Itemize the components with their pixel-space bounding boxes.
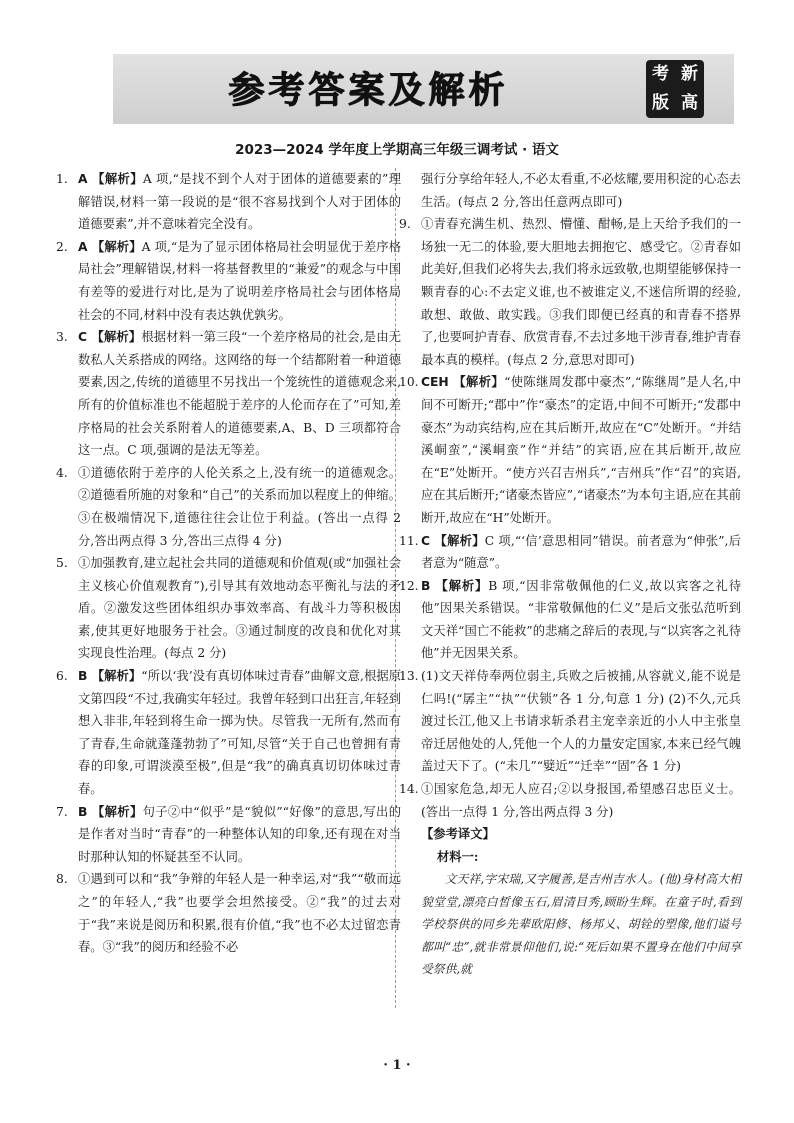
answer-tag: A 【解析】 [78, 239, 142, 254]
item-number: 2. [56, 239, 68, 254]
answer-text: 根据材料一第三段“一个差序格局的社会,是由无数私人关系搭成的网络。这网络的每一个结都附着一种道德要素,因之,传统的道德里不另找出一个笼统性的道德观念来,所有的价值标准也不能超脱于差序的人伦而存在了”可知,差序格局的社会关系附着人的道德要素,A、B、D 三项都符合这一点。C 项,强调的是法无等差。 [78, 330, 401, 458]
answer-item [56, 801, 401, 869]
badge-char: 新 [681, 64, 698, 84]
answer-text: ①加强教育,建立起社会共同的道德观和价值观(或“加强社会主义核心价值观教育”),引导其有效地动态平衡礼与法的矛盾。②激发这些团体组织办事效率高、有战斗力等积极因素,使其更好地服务于社会。③通过制度的改良和优化对其实现良性治理。(每点 2 分) [78, 556, 401, 661]
item-number [399, 168, 421, 213]
answer-text: 强行分享给年轻人,不必太看重,不必炫耀,要用积淀的心态去生活。(每点 2 分,答出任意两点即可) [421, 172, 741, 209]
answer-text: A 项,“是找不到个人对于团体的道德要素的”理解错误,材料一第一段说的是“很不容易找到个人对于团体的道德要素”,并不意味着完全没有。 [78, 172, 401, 232]
right-column [399, 168, 741, 980]
answer-text: B 项,“因非常敬佩他的仁义,故以宾客之礼待他”因果关系错误。“非常敬佩他的仁义”是后文张弘范听到文天祥“国亡不能救”的悲痛之辞后的表现,与“以宾客之礼待他”并无因果关系。 [421, 578, 741, 661]
answer-tag: B 【解析】 [421, 578, 489, 593]
answer-item [399, 168, 741, 213]
answer-item [399, 371, 741, 529]
answer-item [56, 168, 401, 236]
exam-subtitle: 2023—2024 学年度上学期高三年级三调考试 · 语文 [235, 142, 559, 158]
item-number: 6. [56, 669, 68, 684]
answer-item [399, 530, 741, 575]
answer-tag: C 【解析】 [78, 330, 142, 345]
banner-title: 参考答案及解析 [228, 70, 509, 111]
item-number: 5. [56, 556, 68, 571]
answer-text: ①青春充满生机、热烈、懵懂、酣畅,是上天给予我们的一场独一无二的体验,要大胆地去拥抱它、感受它。②青春如此美好,但我们必将失去,我们将永远致敬,也期望能够保持一颗青春的心:不去定义谁,也不被谁定义,不迷信所谓的经验,敢想、敢做、敢实践。③我们即便已经真的和青春不搭界了,也要呵护青春、欣赏青春,不去过多地干涉青春,维护青春最本真的模样。(每点 2 分,意思对即可) [421, 217, 741, 367]
answer-item [56, 462, 401, 552]
answer-item [399, 665, 741, 778]
answer-text: ①遇到可以和“我”争辩的年轻人是一种幸运,对“我”“敬而远之”的年轻人,“我”也要学会坦然接受。②“我”的过去对于“我”来说是阅历和积累,很有价值,“我”也不必太过留恋青春。③“我”的阅历和经验不必 [78, 872, 401, 955]
badge-char: 考 [652, 64, 669, 84]
answer-text: “使陈继周发郡中豪杰”,“陈继周”是人名,中间不可断开;“郡中”作“豪杰”的定语,中间不可断开;“发郡中豪杰”为动宾结构,应在其后断开,故应在“C”处断开。“并结溪峒蛮”,“溪峒蛮”作“并结”的宾语,应在其后断开,故应在“E”处断开。“使方兴召吉州兵”,“吉州兵”作“召”的宾语,应在其后断开;“诸豪杰皆应”,“诸豪杰”为本句主语,应在其前断开,故应在“H”处断开。 [421, 375, 742, 525]
answer-item [399, 575, 741, 665]
answer-text: C 项,“‘信’意思相同”错误。前者意为“伸张”,后者意为“随意”。 [421, 533, 741, 571]
material-label: 材料一: [437, 848, 479, 864]
item-number: 3. [56, 330, 68, 345]
item-number: 12. [399, 578, 419, 593]
answer-text: 句子②中“似乎”是“貌似”“好像”的意思,写出的是作者对当时“青春”的一种整体认知的印象,还有现在对当时那种认知的怀疑甚至不认同。 [78, 804, 402, 864]
item-number: 14. [399, 782, 419, 797]
answer-item [56, 665, 401, 801]
answer-item [56, 868, 401, 958]
answer-tag: B 【解析】 [78, 669, 142, 684]
answer-text: ①道德依附于差序的人伦关系之上,没有统一的道德观念。②道德看所施的对象和“自己”的关系而加以程度上的伸缩。③在极端情况下,道德往往会让位于利益。(答出一点得 2 分,答出两点得 3 分,答出三点得 4 分) [78, 465, 401, 548]
page-number: · 1 · [383, 1058, 411, 1073]
reference-translation-body: 文天祥,字宋瑞,又字履善,是吉州吉水人。(他)身材高大相貌堂堂,漂亮白皙像玉石,眉清目秀,顾盼生辉。在童子时,看到学校祭供的同乡先辈欧阳修、杨邦乂、胡铨的塑像,他们谥号都叫“忠”,就非常景仰他们,说:“死后如果不置身在他们中间享受祭供,就 [421, 872, 741, 977]
answer-text: “所以‘我’没有真切体味过青春”曲解文意,根据原文第四段“不过,我确实年轻过。我曾年轻到口出狂言,年轻到想入非非,年轻到将生命一掷为快。尽管我一无所有,然而有了青春,生命就蓬蓬勃勃了”可知,尽管“关于自己也曾拥有青春的印象,可谓淡漠至极”,但是“我”的确真真切切体味过青春。 [78, 669, 402, 797]
item-number: 1. [56, 172, 68, 186]
item-number: 8. [56, 872, 68, 887]
answer-text: A 项,“是为了显示团体格局社会明显优于差序格局社会”理解错误,材料一将基督教里的“兼爱”的观念与中国有差等的爱进行对比,是为了说明差序格局社会与团体格局社会的不同,材料中没有表达孰优孰劣。 [78, 239, 401, 322]
item-number: 9. [399, 217, 411, 232]
answer-text: (1)文天祥侍奉两位弱主,兵败之后被捕,从容就义,能不说是仁吗!(“孱主”“执”“伏锁”各 1 分,句意 1 分) (2)不久,元兵渡过长江,他又上书请求斩杀君主宠幸亲近的小人中主张皇帝迁居他处的人,凭他一个人的力量安定国家,本来已经气魄盖过天下了。(“未几”“嬖近”“迁幸”“固”各 1 分) [421, 669, 741, 774]
item-number: 11. [399, 533, 419, 548]
answer-item [399, 213, 741, 371]
badge-char: 高 [681, 93, 698, 113]
answer-tag: A 【解析】 [78, 172, 143, 186]
item-number: 4. [56, 465, 68, 480]
item-number: 10. [399, 375, 419, 390]
item-number: 7. [56, 804, 68, 819]
left-column [56, 168, 401, 959]
header-banner [113, 54, 734, 124]
edition-badge [646, 60, 704, 118]
answer-tag: CEH 【解析】 [421, 375, 505, 390]
answer-tag: C 【解析】 [421, 533, 485, 548]
badge-char: 版 [652, 93, 669, 113]
answer-tag: B 【解析】 [78, 804, 143, 819]
answer-text: ①国家危急,却无人应召;②以身报国,希望感召忠臣义士。(答出一点得 1 分,答出两点得 3 分) [421, 782, 741, 819]
answer-item [56, 326, 401, 462]
answer-item [399, 778, 741, 823]
answer-item [56, 552, 401, 665]
reference-translation-heading: 【参考译文】 [421, 827, 495, 842]
item-number: 13. [399, 669, 419, 684]
answer-item [56, 236, 401, 326]
